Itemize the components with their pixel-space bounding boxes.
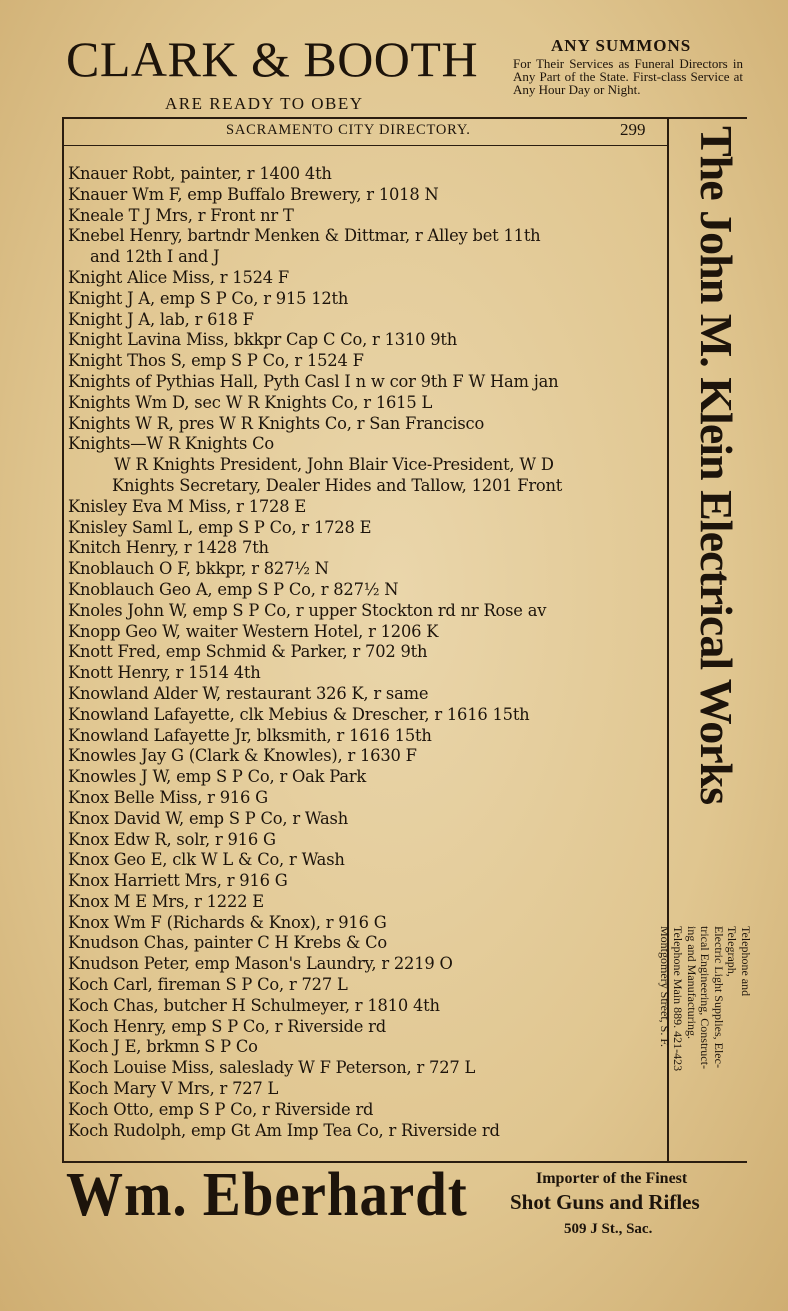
directory-entry	[68, 268, 666, 289]
entry-text: Knebel Henry, bartndr Menken & Dittmar, r Alley bet 11th	[68, 226, 541, 246]
entry-text: Knox M E Mrs, r 1222 E	[68, 891, 264, 911]
entry-text: Koch Henry, emp S P Co, r Riverside rd	[68, 1016, 386, 1036]
entry-text: Knudson Chas, painter C H Krebs & Co	[68, 933, 387, 953]
entry-text: Knox Harriett Mrs, r 916 G	[68, 871, 288, 891]
entry-text: Knauer Wm F, emp Buffalo Brewery, r 1018 N	[68, 184, 439, 204]
entry-text: Knoles John W, emp S P Co, r upper Stockton rd nr Rose av	[68, 600, 547, 620]
entry-text: Knott Fred, emp Schmid & Parker, r 702 9th	[68, 642, 428, 662]
directory-entry	[68, 206, 666, 227]
directory-entry	[68, 975, 666, 996]
entry-text: Knox Wm F (Richards & Knox), r 916 G	[68, 912, 387, 932]
directory-entry	[68, 414, 666, 435]
entry-text: Knox David W, emp S P Co, r Wash	[68, 808, 348, 828]
ad-bottom-line-2: Shot Guns and Rifles	[510, 1190, 700, 1214]
directory-entry	[68, 788, 666, 809]
entry-text: Knox Edw R, solr, r 916 G	[68, 829, 276, 849]
entry-text: Koch J E, brkmn S P Co	[68, 1037, 258, 1057]
entry-text: Koch Mary V Mrs, r 727 L	[68, 1079, 279, 1099]
directory-entry	[68, 913, 666, 934]
directory-entry	[68, 642, 666, 663]
directory-entry	[68, 830, 666, 851]
entry-text: Koch Otto, emp S P Co, r Riverside rd	[68, 1099, 374, 1119]
ad-side-title-block	[688, 126, 744, 916]
directory-entry	[68, 663, 666, 684]
directory-entry	[68, 185, 666, 206]
entry-text: Knights Wm D, sec W R Knights Co, r 1615 L	[68, 392, 433, 412]
ad-top-headline: ANY SUMMONS	[551, 36, 692, 55]
directory-entry	[68, 1058, 666, 1079]
directory-entry	[68, 1121, 666, 1142]
entry-continuation: Knights Secretary, Dealer Hides and Tallow, 1201 Front	[112, 475, 563, 495]
entry-text: Knowles Jay G (Clark & Knowles), r 1630 F	[68, 746, 417, 766]
entry-text: Knox Geo E, clk W L & Co, r Wash	[68, 850, 345, 870]
ad-side-detail-line: Telegraph,	[725, 926, 740, 977]
entry-text: Kneale T J Mrs, r Front nr T	[68, 205, 294, 225]
entry-text: Knoblauch Geo A, emp S P Co, r 827½ N	[68, 579, 399, 599]
directory-entry	[68, 372, 666, 393]
directory-entry	[68, 289, 666, 310]
entry-text: Knowland Lafayette, clk Mebius & Drescher, r 1616 15th	[68, 704, 530, 724]
page-number: 299	[620, 120, 646, 139]
directory-entry	[68, 580, 666, 601]
ad-side-detail-line: Electric Light Supplies, Elec-	[712, 926, 726, 1068]
entry-text: Knight J A, emp S P Co, r 915 12th	[68, 288, 349, 308]
entry-text: Knitch Henry, r 1428 7th	[68, 538, 269, 558]
frame-top-rule	[62, 117, 747, 119]
ad-top-tagline: ARE READY TO OBEY	[165, 94, 364, 113]
directory-entry	[68, 559, 666, 580]
directory-entry	[68, 1017, 666, 1038]
entry-text: Knisley Saml L, emp S P Co, r 1728 E	[68, 517, 372, 537]
entry-text: Knowland Lafayette Jr, blksmith, r 1616 15th	[68, 725, 432, 745]
ad-side-detail-line: ing and Manufacturing.	[685, 926, 699, 1039]
entry-continuation: and 12th I and J	[90, 247, 220, 267]
directory-entry	[68, 767, 666, 788]
running-head: SACRAMENTO CITY DIRECTORY.	[226, 122, 471, 138]
directory-entry	[68, 705, 666, 726]
directory-entry	[68, 351, 666, 372]
directory-entry	[68, 310, 666, 331]
directory-entry	[68, 1079, 666, 1100]
entry-text: Knights of Pythias Hall, Pyth Casl I n w cor 9th F W Ham jan	[68, 371, 559, 391]
directory-entry	[68, 497, 666, 518]
directory-entry	[68, 892, 666, 913]
entry-text: Knott Henry, r 1514 4th	[68, 663, 261, 683]
frame-left-rule	[62, 117, 64, 1163]
directory-entry	[68, 226, 666, 268]
directory-entry	[68, 601, 666, 622]
directory-entry	[68, 809, 666, 830]
entry-text: Knowles J W, emp S P Co, r Oak Park	[68, 767, 367, 787]
directory-entry	[68, 746, 666, 767]
frame-head-rule	[62, 145, 668, 146]
entry-text: Knights W R, pres W R Knights Co, r San Francisco	[68, 413, 485, 433]
directory-entry	[68, 850, 666, 871]
directory-entry	[68, 434, 666, 496]
entry-text: Knight Thos S, emp S P Co, r 1524 F	[68, 351, 364, 371]
directory-entry	[68, 996, 666, 1017]
entry-text: Knight Alice Miss, r 1524 F	[68, 267, 289, 287]
ad-side-title: The John M. Klein Electrical Works	[691, 126, 742, 805]
directory-listing	[68, 164, 666, 1141]
directory-entry	[68, 518, 666, 539]
entry-text: Koch Carl, fireman S P Co, r 727 L	[68, 975, 348, 995]
entry-text: Koch Louise Miss, saleslady W F Peterson, r 727 L	[68, 1058, 476, 1078]
ad-side-detail-line: Telephone and	[739, 926, 753, 997]
directory-entry	[68, 1037, 666, 1058]
ad-top-company-name: CLARK & BOOTH	[66, 31, 479, 87]
directory-entry	[68, 684, 666, 705]
entry-text: Knisley Eva M Miss, r 1728 E	[68, 496, 307, 516]
directory-entry	[68, 622, 666, 643]
entry-text: Knight Lavina Miss, bkkpr Cap C Co, r 1310 9th	[68, 330, 458, 350]
directory-entry	[68, 164, 666, 185]
entry-text: Koch Rudolph, emp Gt Am Imp Tea Co, r Riverside rd	[68, 1120, 500, 1140]
entry-continuation: W R Knights President, John Blair Vice-President, W D	[114, 455, 554, 475]
entry-text: Knights—W R Knights Co	[68, 434, 274, 454]
ad-side-detail-line: trical Engineering, Construct-	[698, 926, 713, 1069]
directory-entry	[68, 933, 666, 954]
ad-top-services-text: For Their Services as Funeral Directors in Any Part of the State. First-class Service at Any Hour Day or Night.	[513, 56, 743, 97]
entry-text: Knudson Peter, emp Mason's Laundry, r 2219 O	[68, 954, 453, 974]
ad-side-details	[658, 926, 753, 1144]
entry-text: Knight J A, lab, r 618 F	[68, 309, 254, 329]
directory-entry	[68, 330, 666, 351]
ad-bottom-line-3: 509 J St., Sac.	[564, 1221, 653, 1237]
entry-text: Knowland Alder W, restaurant 326 K, r same	[68, 683, 429, 703]
entry-text: Knoblauch O F, bkkpr, r 827½ N	[68, 559, 329, 579]
directory-entry	[68, 871, 666, 892]
entry-text: Knox Belle Miss, r 916 G	[68, 787, 268, 807]
entry-text: Koch Chas, butcher H Schulmeyer, r 1810 4th	[68, 995, 440, 1015]
directory-entry	[68, 538, 666, 559]
directory-entry	[68, 393, 666, 414]
entry-text: Knauer Robt, painter, r 1400 4th	[68, 164, 332, 183]
directory-entry	[68, 726, 666, 747]
directory-entry	[68, 1100, 666, 1121]
ad-side-details-block	[658, 926, 753, 1146]
ad-side-detail-line: Montgomery Street, S. F.	[658, 926, 672, 1048]
entry-text: Knopp Geo W, waiter Western Hotel, r 1206 K	[68, 621, 439, 641]
directory-entry	[68, 954, 666, 975]
ad-side-detail-line: Telephone Main 889. 421-423	[671, 926, 686, 1072]
ad-bottom-line-1: Importer of the Finest	[536, 1170, 688, 1187]
ad-bottom-name: Wm. Eberhardt	[66, 1161, 468, 1229]
